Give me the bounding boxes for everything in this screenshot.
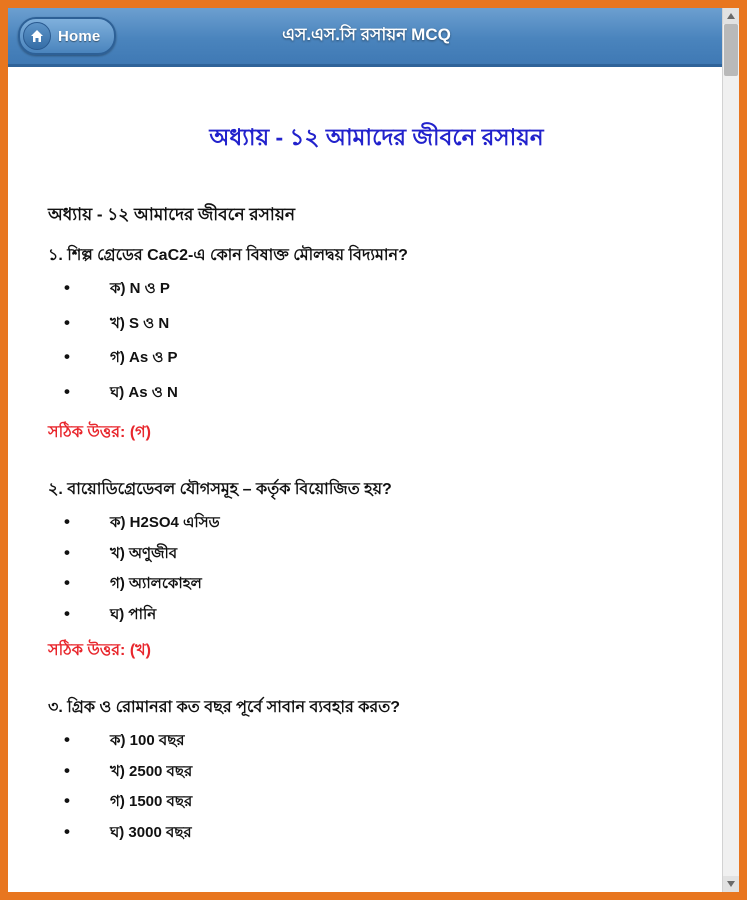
list-item: • গ) As ও P — [58, 350, 705, 367]
correct-answer: সঠিক উত্তর: (খ) — [48, 642, 151, 659]
question-text: ২. বায়োডিগ্রেডেবল যৌগসমূহ – কর্তৃক বিয়োজিত হয়? — [48, 481, 392, 498]
app-frame — [8, 8, 739, 892]
content-area — [8, 67, 739, 892]
home-icon — [23, 22, 51, 50]
vertical-scrollbar[interactable] — [722, 8, 739, 892]
option-list — [48, 733, 705, 841]
list-item: • খ) অণুজীব — [58, 546, 705, 563]
scroll-down-icon[interactable] — [723, 876, 739, 892]
list-item: • ঘ) 3000 বছর — [58, 825, 705, 842]
app-header — [8, 8, 739, 67]
question-block-3 — [48, 694, 705, 841]
scroll-up-icon[interactable] — [723, 8, 739, 24]
page-header-title: এস.এস.সি রসায়ন MCQ — [282, 25, 451, 44]
option-list — [48, 515, 705, 623]
question-block-2 — [48, 476, 705, 664]
list-item: • গ) 1500 বছর — [58, 794, 705, 811]
section-heading: অধ্যায় - ১২ আমাদের জীবনে রসায়ন — [48, 205, 295, 224]
list-item: • খ) 2500 বছর — [58, 764, 705, 781]
list-item: • ঘ) As ও N — [58, 385, 705, 402]
question-text: ৩. গ্রিক ও রোমানরা কত বছর পূর্বে সাবান ব্যবহার করত? — [48, 699, 401, 716]
page-title: অধ্যায় - ১২ আমাদের জীবনে রসায়ন — [209, 124, 544, 150]
list-item: • ঘ) পানি — [58, 607, 705, 624]
home-button[interactable] — [18, 17, 116, 55]
list-item: • ক) N ও P — [58, 281, 705, 298]
list-item: • ক) H2SO4 এসিড — [58, 515, 705, 532]
list-item: • ক) 100 বছর — [58, 733, 705, 750]
option-list — [48, 281, 705, 401]
list-item: • খ) S ও N — [58, 316, 705, 333]
question-block-1 — [48, 242, 705, 446]
scrollbar-thumb[interactable] — [724, 24, 738, 76]
list-item: • গ) অ্যালকোহল — [58, 576, 705, 593]
question-text: ১. শিল্প গ্রেডের CaC2-এ কোন বিষাক্ত মৌলদ্বয় বিদ্যমান? — [48, 247, 408, 264]
home-button-label: Home — [58, 27, 101, 45]
scrollbar-track[interactable] — [723, 24, 739, 876]
correct-answer: সঠিক উত্তর: (গ) — [48, 424, 151, 441]
